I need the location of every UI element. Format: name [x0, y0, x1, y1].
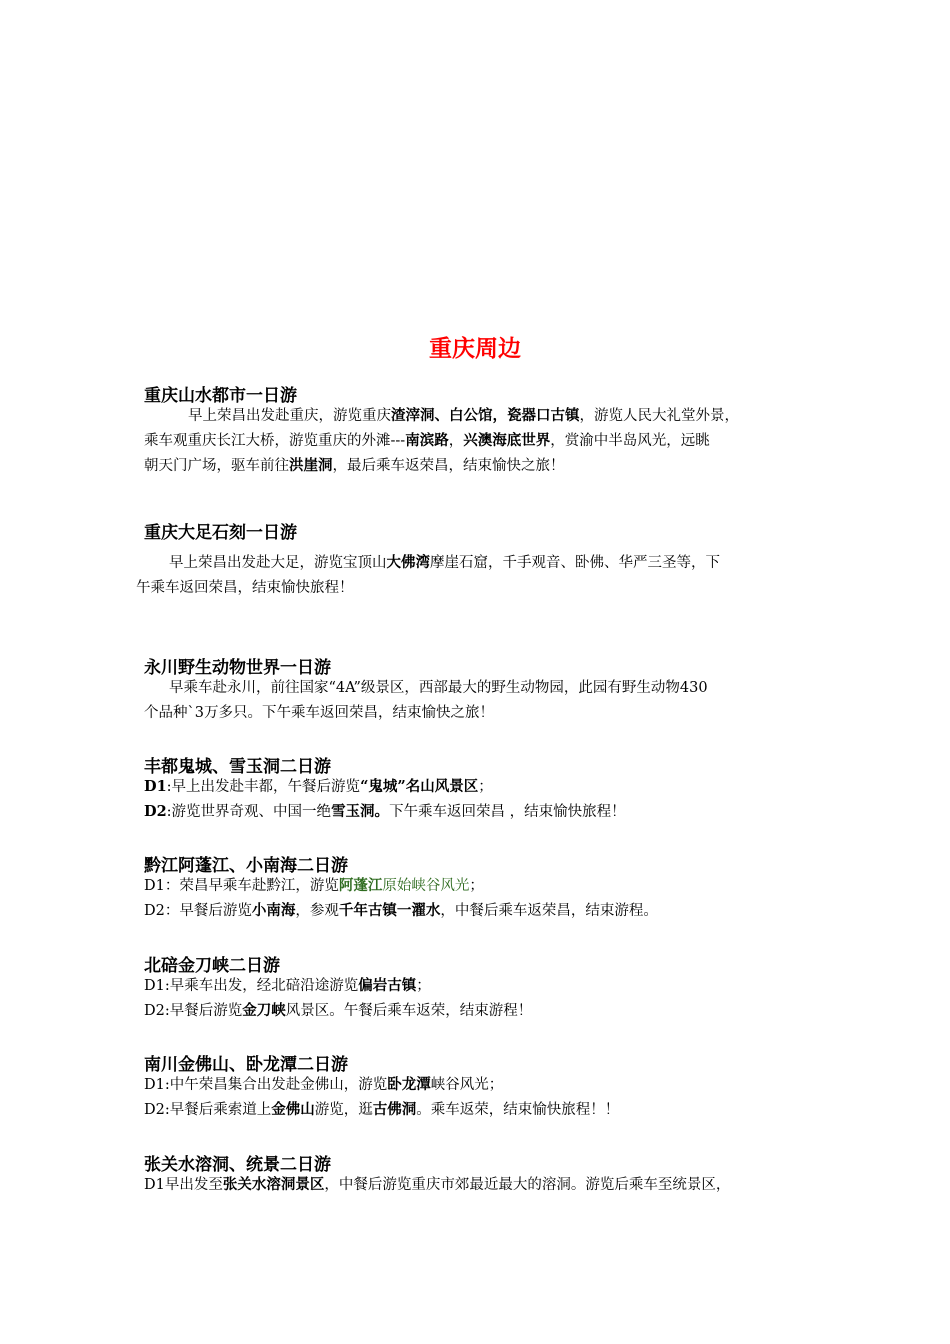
section-text-line: D1:早上出发赴丰都，午餐后游览“鬼城”名山风景区；	[144, 778, 493, 795]
section-title-fengdu: 丰都鬼城、雪玉洞二日游	[144, 757, 331, 777]
section-title-jinfoshan: 南川金佛山、卧龙潭二日游	[144, 1055, 348, 1075]
section-text-line: D2:游览世界奇观、中国一绝雪玉洞。下午乘车返回荣昌 ，结束愉快旅程！	[144, 803, 626, 820]
section-text-line: D2:早餐后游览金刀峡风景区。午餐后乘车返荣，结束游程！	[144, 1002, 533, 1019]
section-title-qianjiang: 黔江阿蓬江、小南海二日游	[144, 856, 348, 876]
section-title-dazu: 重庆大足石刻一日游	[144, 523, 297, 543]
section-text-line: D1：荣昌早乘车赴黔江，游览阿蓬江原始峡谷风光；	[144, 877, 484, 894]
section-title-jindaoxia: 北碚金刀峡二日游	[144, 956, 280, 976]
section-text-line: 乘车观重庆长江大桥，游览重庆的外滩---南滨路，兴澳海底世界，赏渝中半岛风光，远眺	[144, 432, 710, 449]
section-title-chongqing-city: 重庆山水都市一日游	[144, 386, 297, 406]
section-title-yongchuan-zoo: 永川野生动物世界一日游	[144, 658, 331, 678]
section-text-line: 早上荣昌出发赴大足，游览宝顶山大佛湾摩崖石窟，千手观音、卧佛、华严三圣等，下	[169, 554, 720, 571]
section-text-line: D2:早餐后乘索道上金佛山游览，逛古佛洞。乘车返荣，结束愉快旅程！！	[144, 1101, 620, 1118]
section-text-line: D1早出发至张关水溶洞景区，中餐后游览重庆市郊最近最大的溶洞。游览后乘车至统景区，	[144, 1176, 731, 1193]
section-text-line: 早上荣昌出发赴重庆，游览重庆渣滓洞、白公馆，瓷器口古镇，游览人民大礼堂外景，	[188, 407, 739, 424]
section-text-line: 朝天门广场，驱车前往洪崖洞，最后乘车返荣昌，结束愉快之旅！	[144, 457, 565, 474]
section-text-line: D1:早乘车出发，经北碚沿途游览偏岩古镇；	[144, 977, 431, 994]
section-title-zhangguan: 张关水溶洞、统景二日游	[144, 1155, 331, 1175]
section-text-line: 午乘车返回荣昌，结束愉快旅程！	[136, 580, 354, 596]
page-title: 重庆周边	[429, 336, 521, 362]
section-text-line: 早乘车赴永川，前往国家“4A”级景区，西部最大的野生动物园，此园有野生动物430	[169, 680, 708, 696]
section-text-line: D2：早餐后游览小南海，参观千年古镇一濯水，中餐后乘车返荣昌，结束游程。	[144, 902, 658, 919]
section-text-line: D1:中午荣昌集合出发赴金佛山，游览卧龙潭峡谷风光；	[144, 1076, 504, 1093]
section-text-line: 个品种`3万多只。下午乘车返回荣昌，结束愉快之旅！	[144, 705, 494, 721]
